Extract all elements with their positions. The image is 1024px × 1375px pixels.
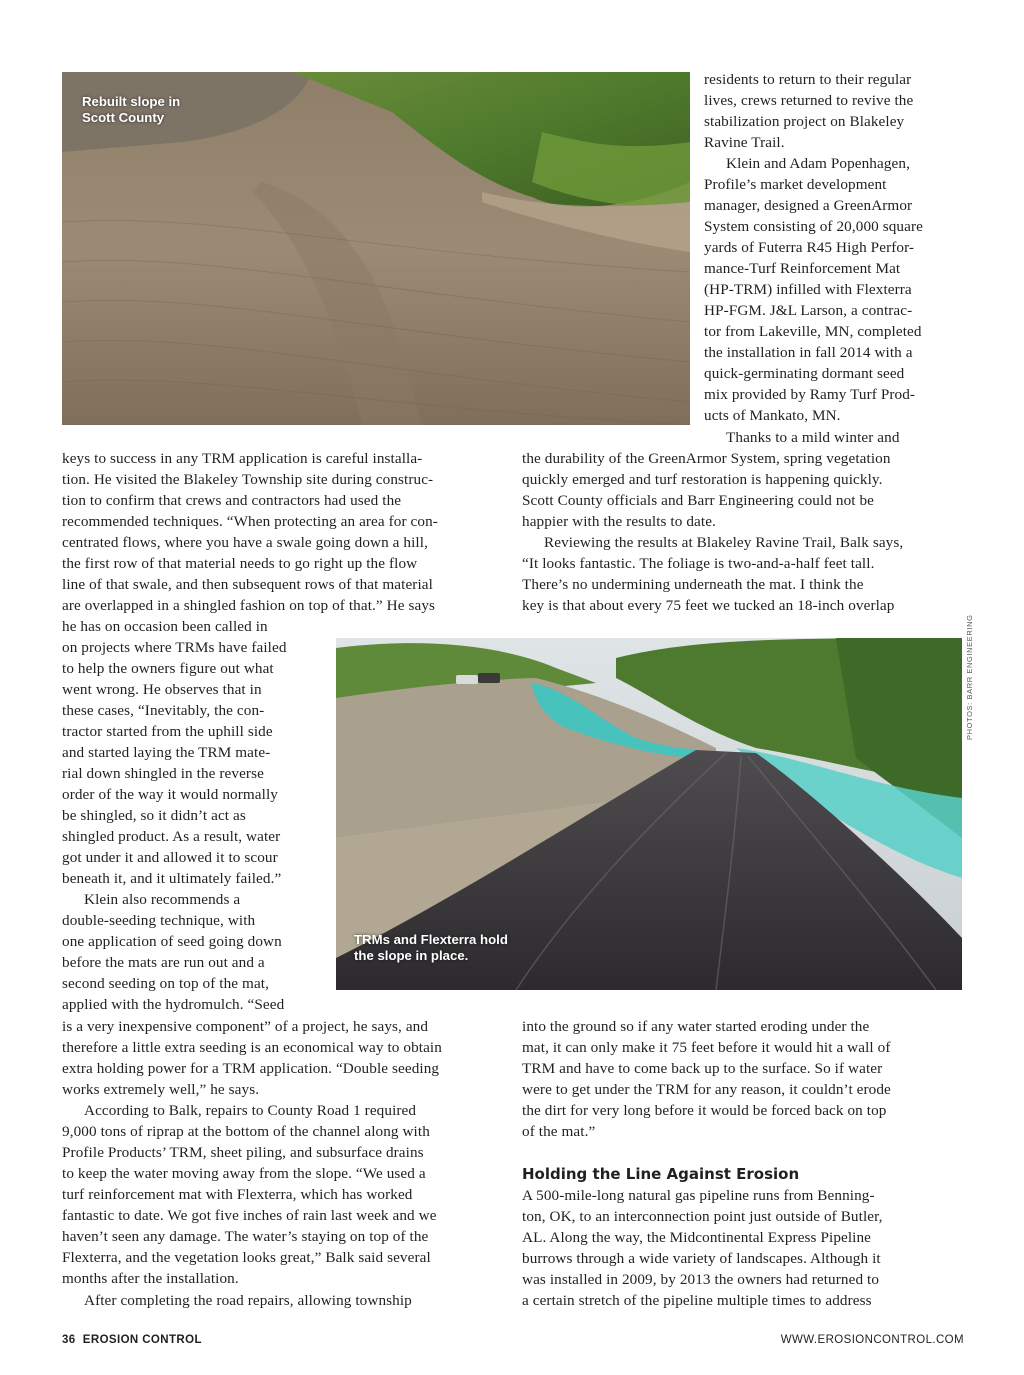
body-line: stabilization project on Blakeley [704,113,905,130]
body-line: the installation in fall 2014 with a [704,344,913,361]
body-line: extra holding power for a TRM application. “Double seeding [62,1060,440,1077]
body-line: Klein also recommends a [84,891,241,908]
body-line: keys to success in any TRM application is careful installa- [62,450,423,467]
body-line: mat, it can only make it 75 feet before it would hit a wall of [522,1039,891,1056]
body-line: manager, designed a GreenArmor [704,197,913,214]
body-line: the dirt for very long before it would be forced back on top [522,1102,887,1119]
body-line: Profile’s market development [704,176,887,193]
page-number: 36 [62,1334,76,1346]
body-line: fantastic to date. We got five inches of rain last week and we [62,1207,437,1224]
photo-trm-slope [336,638,962,990]
body-line: Flexterra, and the vegetation looks great,” Balk said several [62,1249,431,1266]
body-line: into the ground so if any water started eroding under the [522,1018,870,1035]
body-line: Profile Products’ TRM, sheet piling, and subsurface drains [62,1144,424,1161]
body-line: quickly emerged and turf restoration is happening quickly. [522,471,883,488]
footer-url: WWW.EROSIONCONTROL.COM [780,1334,964,1346]
body-line: ucts of Mankato, MN. [704,407,841,424]
body-line: were to get under the TRM for any reason, it couldn’t erode [522,1081,891,1098]
photo-trm-slope-caption: TRMs and Flexterra hold the slope in place. [354,932,508,963]
body-line: haven’t seen any damage. The water’s staying on top of the [62,1228,429,1245]
body-line: the durability of the GreenArmor System, spring vegetation [522,450,891,467]
body-line: a certain stretch of the pipeline multiple times to address [522,1292,872,1309]
body-line: second seeding on top of the mat, [62,975,270,992]
body-line: There’s no undermining underneath the mat. I think the [522,576,864,593]
body-line: burrows through a wide variety of landscapes. Although it [522,1250,881,1267]
body-line: order of the way it would normally [62,786,278,803]
body-line: was installed in 2009, by 2013 the owners had returned to [522,1271,880,1288]
body-line: Klein and Adam Popenhagen, [726,155,910,172]
body-line: to keep the water moving away from the slope. “We used a [62,1165,426,1182]
body-line: residents to return to their regular [704,71,912,88]
body-line: Thanks to a mild winter and [726,429,900,446]
body-line: of the mat.” [522,1123,596,1140]
body-line: After completing the road repairs, allowing township [84,1292,412,1309]
body-line: double-seeding technique, with [62,912,256,929]
body-line: Scott County officials and Barr Engineering could not be [522,492,875,509]
body-line: tion to confirm that crews and contractors had used the [62,492,402,509]
body-line: AL. Along the way, the Midcontinental Express Pipeline [522,1229,872,1246]
body-line: be shingled, so it didn’t act as [62,807,246,824]
body-line: line of that swale, and then subsequent rows of that material [62,576,433,593]
body-line: A 500-mile-long natural gas pipeline runs from Benning- [522,1187,875,1204]
body-line: ton, OK, to an interconnection point just outside of Butler, [522,1208,883,1225]
body-line: happier with the results to date. [522,513,716,530]
body-line: centrated flows, where you have a swale going down a hill, [62,534,428,551]
body-line: is a very inexpensive component” of a project, he says, and [62,1018,429,1035]
body-line: got under it and allowed it to scour [62,849,278,866]
body-line: TRM and have to come back up to the surface. So if water [522,1060,883,1077]
body-line: to help the owners figure out what [62,660,274,677]
body-line: According to Balk, repairs to County Road 1 required [84,1102,417,1119]
footer [62,1334,202,1346]
body-line: beneath it, and it ultimately failed.” [62,870,282,887]
body-line: “It looks fantastic. The foliage is two-and-a-half feet tall. [522,555,875,572]
body-line: he has on occasion been called in [62,618,268,635]
body-line: works extremely well,” he says. [62,1081,260,1098]
body-line: therefore a little extra seeding is an economical way to obtain [62,1039,442,1056]
body-line: the first row of that material needs to go right up the flow [62,555,418,572]
body-line: and started laying the TRM mate- [62,744,271,761]
photo-credit: PHOTOS: BARR ENGINEERING [965,614,974,740]
body-line: yards of Futerra R45 High Perfor- [704,239,915,256]
section-heading: Holding the Line Against Erosion [522,1165,800,1183]
photo-rebuilt-slope [62,72,690,425]
publication-name: EROSION CONTROL [82,1334,202,1346]
body-line: applied with the hydromulch. “Seed [62,996,285,1013]
body-line: key is that about every 75 feet we tucked an 18-inch overlap [522,597,895,614]
body-line: turf reinforcement mat with Flexterra, which has worked [62,1186,413,1203]
body-line: tractor started from the uphill side [62,723,273,740]
body-line: Ravine Trail. [704,134,785,151]
body-line: on projects where TRMs have failed [62,639,287,656]
body-line: one application of seed going down [62,933,282,950]
body-line: HP-FGM. J&L Larson, a contrac- [704,302,913,319]
body-line: before the mats are run out and a [62,954,265,971]
body-line: tion. He visited the Blakeley Township site during construc- [62,471,434,488]
body-line: (HP-TRM) infilled with Flexterra [704,281,912,298]
body-line: months after the installation. [62,1270,239,1287]
body-line: System consisting of 20,000 square [704,218,923,235]
body-line: are overlapped in a shingled fashion on top of that.” He says [62,597,436,614]
body-line: quick-germinating dormant seed [704,365,905,382]
body-line: shingled product. As a result, water [62,828,281,845]
photo-rebuilt-slope-caption: Rebuilt slope in Scott County [82,94,181,125]
body-line: went wrong. He observes that in [62,681,262,698]
body-line: recommended techniques. “When protecting an area for con- [62,513,438,530]
body-line: lives, crews returned to revive the [704,92,914,109]
body-line: 9,000 tons of riprap at the bottom of the channel along with [62,1123,430,1140]
body-line: mance-Turf Reinforcement Mat [704,260,901,277]
body-line: these cases, “Inevitably, the con- [62,702,265,719]
body-line: tor from Lakeville, MN, completed [704,323,922,340]
body-line: mix provided by Ramy Turf Prod- [704,386,916,403]
body-line: Reviewing the results at Blakeley Ravine Trail, Balk says, [544,534,904,551]
body-line: rial down shingled in the reverse [62,765,264,782]
